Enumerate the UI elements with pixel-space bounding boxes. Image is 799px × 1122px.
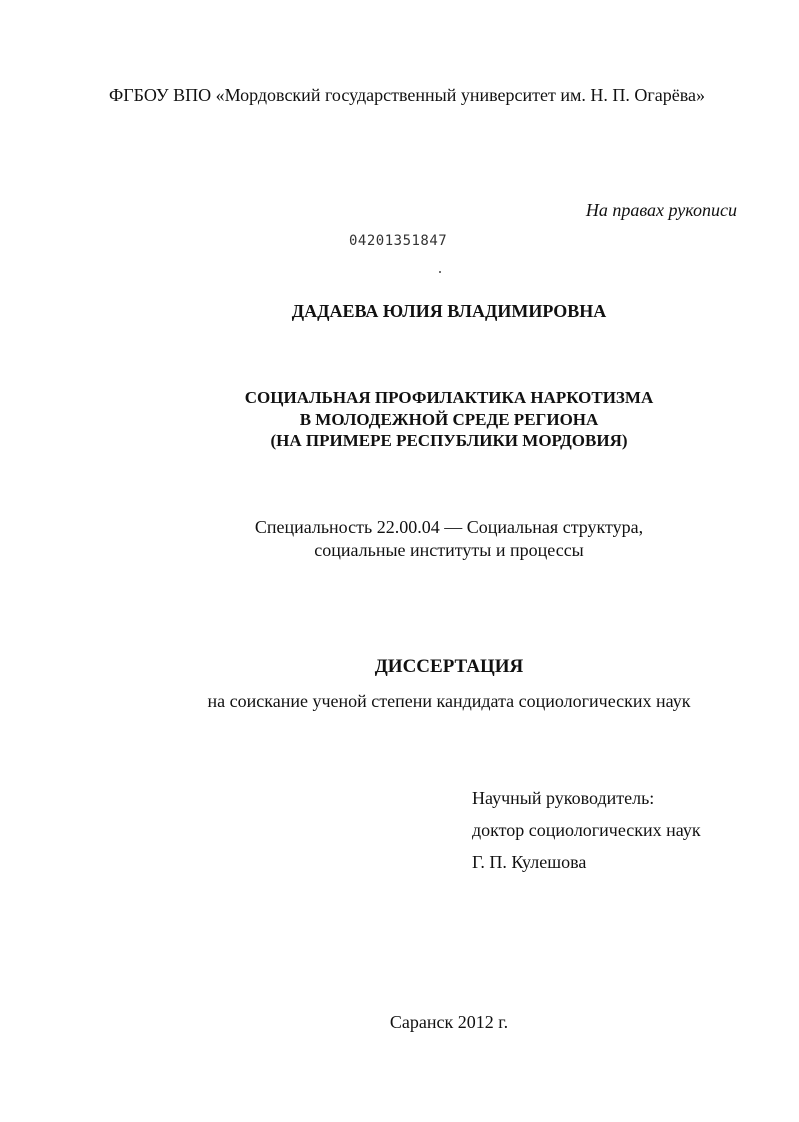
institution-name: ФГБОУ ВПО «Мордовский государственный университет им. Н. П. Огарёва» [109, 85, 705, 105]
specialty-line-1: Специальность 22.00.04 — Социальная структура, [254, 517, 644, 537]
document-type: ДИССЕРТАЦИЯ [374, 656, 524, 677]
supervisor-degree: доктор социологических наук [472, 820, 701, 840]
supervisor-label: Научный руководитель: [472, 788, 655, 808]
title-line-2: В МОЛОДЕЖНОЙ СРЕДЕ РЕГИОНА [299, 410, 599, 429]
author-name: ДАДАЕВА ЮЛИЯ ВЛАДИМИРОВНА [291, 301, 607, 321]
supervisor-name: Г. П. Кулешова [472, 852, 587, 872]
title-line-1: СОЦИАЛЬНАЯ ПРОФИЛАКТИКА НАРКОТИЗМА [244, 388, 654, 407]
title-line-3: (НА ПРИМЕРЕ РЕСПУБЛИКИ МОРДОВИЯ) [270, 431, 628, 450]
specialty-line-2: социальные институты и процессы [314, 540, 584, 560]
degree-line: на соискание ученой степени кандидата социологических наук [207, 691, 691, 711]
registration-number-stamp: 04201351847 [349, 233, 448, 249]
place-year: Саранск 2012 г. [389, 1012, 509, 1032]
manuscript-note: На правах рукописи [585, 200, 737, 220]
stray-dot [439, 271, 441, 273]
